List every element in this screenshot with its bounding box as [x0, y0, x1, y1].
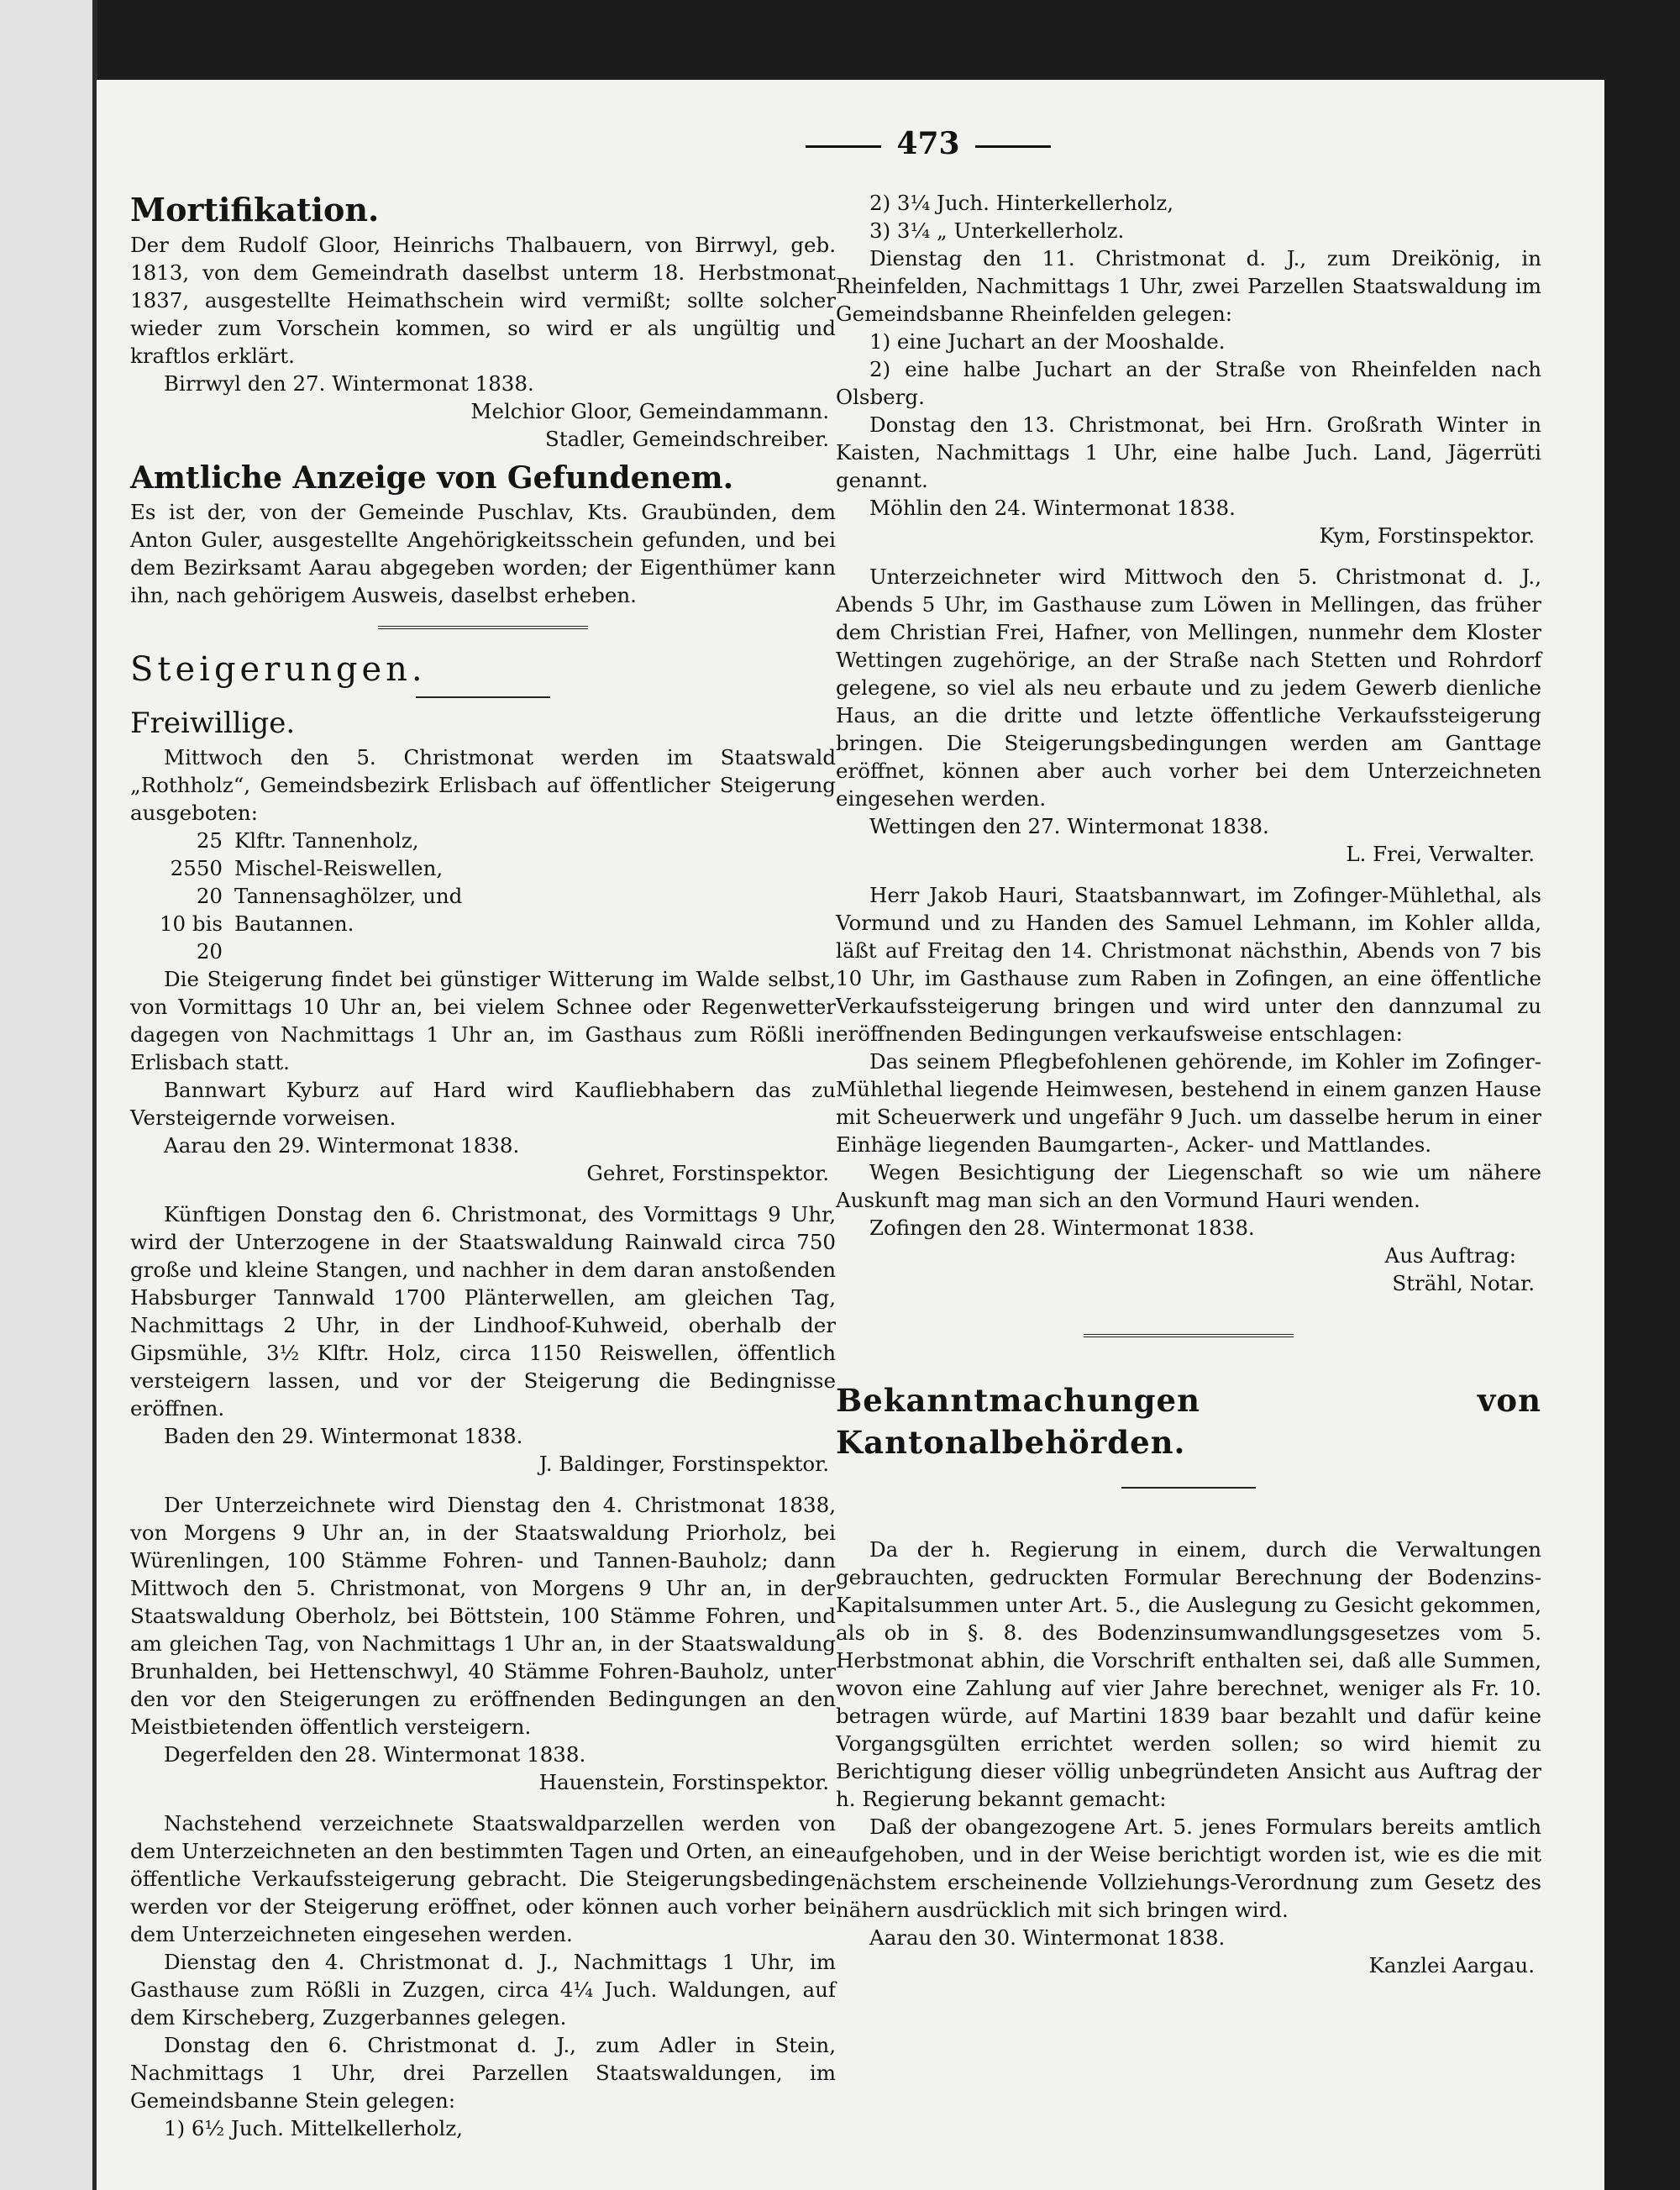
spacer	[130, 1796, 836, 1809]
item-text: Klftr. Tannenholz,	[234, 828, 419, 853]
erlisbach-signature: Gehret, Forstinspektor.	[586, 1161, 829, 1185]
parzellen-item-3: 3) 3¼ „ Unterkellerholz.	[869, 218, 1125, 243]
item-quantity: 10 bis 20	[159, 911, 223, 964]
item-text: Bautannen.	[234, 911, 354, 936]
heading-rule	[1121, 1487, 1256, 1489]
mortifikation-signature-1: Melchior Gloor, Gemeindammann.	[470, 399, 829, 423]
erlisbach-body-3: Bannwart Kyburz auf Hard wird Kaufliebhabern das zu Versteigernde vorweisen.	[130, 1078, 836, 1130]
erlisbach-item	[130, 882, 836, 910]
kantonal-body-2: Daß der obangezogene Art. 5. jenes Formulars bereits amtlich aufgehoben, und in der Weise berichtigt worden ist, wie es die mit nächstem erscheinende Vollziehungs-Verordnung zum Gesetz des nähern ausdrücklich mit sich bringen wird.	[836, 1814, 1541, 1922]
gefundenes-heading: Amtliche Anzeige von Gefundenem.	[130, 460, 734, 496]
item-text: Mischel-Reiswellen,	[234, 856, 444, 880]
spacer	[130, 1478, 836, 1491]
parzellen-item-5: 2) eine halbe Juchart an der Straße von Rheinfelden nach Olsberg.	[836, 357, 1541, 409]
parzellen-item-2: 2) 3¼ Juch. Hinterkellerholz,	[869, 191, 1174, 215]
item-quantity: 2550	[170, 856, 223, 880]
mortifikation-body: Der dem Rudolf Gloor, Heinrichs Thalbauern, von Birrwyl, geb. 1813, von dem Gemeindrath daselbst unterm 18. Herbstmonat 1837, ausgestellte Heimathschein wird vermißt; sollte solcher wieder zum Vorschein kommen, so wird er als ungültig und kraftlos erklärt.	[130, 233, 836, 368]
zofingen-signature-1: Aus Auftrag:	[1384, 1243, 1516, 1268]
rainwald-body: Künftigen Donstag den 6. Christmonat, des Vormittags 9 Uhr, wird der Unterzogene in der Staatswaldung Rainwald circa 750 große und kleine Stangen, und nachher in dem daran anstoßenden Habsburger Tannwald 1700 Plänterwellen, am gleichen Tag, Nachmittags 2 Uhr, in der Lindhoof-Kuhweid, oberhalb der Gipsmühle, 3½ Klftr. Holz, circa 1150 Reiswellen, öffentlich versteigern lassen, und vor der Steigerung die Bedingnisse eröffnen.	[130, 1202, 836, 1421]
zofingen-place-date: Zofingen den 28. Wintermonat 1838.	[869, 1216, 1255, 1240]
spacer	[130, 1187, 836, 1200]
heading-rule	[416, 696, 550, 698]
mortifikation-signature-2: Stadler, Gemeindschreiber.	[544, 427, 829, 451]
newspaper-page	[97, 80, 1604, 2190]
section-divider	[378, 626, 588, 629]
erlisbach-body-2: Die Steigerung findet bei günstiger Witterung im Walde selbst, von Vormittags 10 Uhr an, bei vielem Schnee oder Regenwetter dagegen von Nachmittags 1 Uhr an, im Gasthaus zum Rößli in Erlisbach statt.	[130, 967, 836, 1074]
erlisbach-item	[130, 910, 836, 965]
spacer	[836, 549, 1541, 563]
parzellen-place-date: Möhlin den 24. Wintermonat 1838.	[869, 496, 1236, 520]
kantonal-heading: Bekanntmachungen von Kantonalbehörden.	[836, 1382, 1541, 1461]
rainwald-place-date: Baden den 29. Wintermonat 1838.	[164, 1424, 523, 1448]
kantonal-body-1: Da der h. Regierung in einem, durch die Verwaltungen gebrauchten, gedruckten Formular Berechnung der Bodenzins-Kapitalsummen unter Art. 5., die Auslegung zu Gesicht gekommen, als ob in §. 8. des Bodenzinsumwandlungsgesetzes vom 5. Herbstmonat abhin, die Vorschrift enthalten sei, daß alle Summen, wovon eine Zahlung auf vier Jahre berechnet, weniger als Fr. 10. betragen würde, auf Martini 1839 baar bezahlt und dafür keine Vorgangsgülten errichtet werden sollen; so wird hiemit zu Berichtigung dieser völlig unbegründeten Ansicht aus Auftrag der h. Regierung bekannt gemacht:	[836, 1537, 1541, 1811]
parzellen-body-5: Donstag den 13. Christmonat, bei Hrn. Großrath Winter in Kaisten, Nachmittags 1 Uhr, eine halbe Juch. Land, Jägerrüti genannt.	[836, 412, 1541, 492]
erlisbach-item	[130, 854, 836, 882]
erlisbach-place-date: Aarau den 29. Wintermonat 1838.	[164, 1133, 520, 1158]
adjacent-page-edge	[0, 0, 97, 2190]
zofingen-body-2: Das seinem Pflegbefohlenen gehörende, im Kohler im Zofinger-Mühlethal liegende Heimwesen, bestehend in einem ganzen Hause mit Scheuerwerk und ungefähr 9 Juch. um dasselbe herum in einer Einhäge liegenden Baumgarten-, Acker- und Mattlandes.	[836, 1049, 1541, 1157]
mellingen-signature: L. Frei, Verwalter.	[1346, 842, 1535, 866]
rainwald-signature: J. Baldinger, Forstinspektor.	[538, 1452, 829, 1476]
section-divider	[1084, 1334, 1294, 1337]
zofingen-body-3: Wegen Besichtigung der Liegenschaft so wie um nähere Auskunft mag man sich an den Vormund Hauri wenden.	[836, 1160, 1541, 1212]
parzellen-body-3: Donstag den 6. Christmonat d. J., zum Adler in Stein, Nachmittags 1 Uhr, drei Parzellen Staatswaldungen, im Gemeindsbanne Stein gelegen:	[130, 2033, 836, 2113]
gefundenes-body: Es ist der, von der Gemeinde Puschlav, Kts. Graubünden, dem Anton Guler, ausgestellte Angehörigkeitsschein gefunden, und bei dem Bezirksamt Aarau abgegeben worden; der Eigenthümer kann ihn, nach gehörigem Ausweis, daselbst erheben.	[130, 500, 836, 607]
page-number: 473	[781, 126, 1075, 161]
steigerungen-heading: Steigerungen.	[130, 650, 427, 689]
right-column	[836, 189, 1541, 1979]
item-quantity: 25	[196, 828, 223, 853]
left-column	[130, 189, 836, 2142]
parzellen-body-1: Nachstehend verzeichnete Staatswaldparzellen werden von dem Unterzeichneten an den bestimmten Tagen und Orten, an eine öffentliche Verkaufssteigerung gebracht. Die Steigerungsbedinge werden vor der Steigerung eröffnet, oder können auch vorher bei dem Unterzeichneten eingesehen werden.	[130, 1811, 836, 1946]
kantonal-place-date: Aarau den 30. Wintermonat 1838.	[869, 1925, 1226, 1950]
parzellen-item-1: 1) 6½ Juch. Mittelkellerholz,	[164, 2116, 463, 2140]
mellingen-place-date: Wettingen den 27. Wintermonat 1838.	[869, 814, 1269, 838]
item-text: Tannensaghölzer, und	[234, 884, 463, 908]
zofingen-signature-2: Strähl, Notar.	[1392, 1271, 1535, 1295]
freiwillige-heading: Freiwillige.	[130, 706, 296, 740]
parzellen-signature: Kym, Forstinspektor.	[1319, 523, 1535, 548]
parzellen-item-4: 1) eine Juchart an der Mooshalde.	[869, 329, 1226, 354]
erlisbach-item	[130, 827, 836, 854]
kantonal-signature: Kanzlei Aargau.	[1368, 1953, 1535, 1977]
spacer	[836, 868, 1541, 881]
priorholz-signature: Hauenstein, Forstinspektor.	[538, 1770, 829, 1794]
priorholz-place-date: Degerfelden den 28. Wintermonat 1838.	[164, 1742, 586, 1767]
priorholz-body: Der Unterzeichnete wird Dienstag den 4. Christmonat 1838, von Morgens 9 Uhr an, in der Staatswaldung Priorholz, bei Würenlingen, 100 Stämme Fohren- und Tannen-Bauholz; dann Mittwoch den 5. Christmonat, von Morgens 9 Uhr an, in der Staatswaldung Oberholz, bei Böttstein, 100 Stämme Fohren, und am gleichen Tag, von Nachmittags 1 Uhr an, in der Staatswaldung Brunhalden, bei Hettenschwyl, 40 Stämme Fohren-Bauholz, unter den vor den Steigerungen zu eröffnenden Bedingungen an den Meistbietenden öffentlich versteigern.	[130, 1493, 836, 1739]
mellingen-body: Unterzeichneter wird Mittwoch den 5. Christmonat d. J., Abends 5 Uhr, im Gasthause zum Löwen in Mellingen, das früher dem Christian Frei, Hafner, von Mellingen, nunmehr dem Kloster Wettingen zugehörige, an der Straße nach Stetten und Rohrdorf gelegene, so viel als neu erbaute und zu jedem Gewerb dienliche Haus, an die dritte und letzte öffentliche Verkaufssteigerung bringen. Die Steigerungsbedingungen werden am Ganttage eröffnet, können aber auch vorher bei dem Unterzeichneten eingesehen werden.	[836, 565, 1541, 811]
item-quantity: 20	[196, 884, 223, 908]
zofingen-body-1: Herr Jakob Hauri, Staatsbannwart, im Zofinger-Mühlethal, als Vormund und zu Handen des Samuel Lehmann, im Kohler allda, läßt auf Freitag den 14. Christmonat nächsthin, Abends von 7 bis 10 Uhr, im Gasthause zum Raben in Zofingen, an eine öffentliche Verkaufssteigerung bringen und wird unter den dannzumal zu eröffnenden Bedingungen verkaufsweise entschlagen:	[836, 883, 1541, 1046]
parzellen-body-2: Dienstag den 4. Christmonat d. J., Nachmittags 1 Uhr, im Gasthause zum Rößli in Zuzgen, circa 4¼ Juch. Waldungen, auf dem Kirscheberg, Zuzgerbannes gelegen.	[130, 1950, 836, 2030]
mortifikation-heading: Mortifikation.	[130, 191, 380, 228]
erlisbach-intro: Mittwoch den 5. Christmonat werden im Staatswald „Rothholz“, Gemeindsbezirk Erlisbach auf öffentlicher Steigerung ausgeboten:	[130, 745, 836, 825]
parzellen-body-4: Dienstag den 11. Christmonat d. J., zum Dreikönig, in Rheinfelden, Nachmittags 1 Uhr, zwei Parzellen Staatswaldung im Gemeindsbanne Rheinfelden gelegen:	[836, 246, 1541, 326]
mortifikation-place-date: Birrwyl den 27. Wintermonat 1838.	[164, 371, 534, 396]
